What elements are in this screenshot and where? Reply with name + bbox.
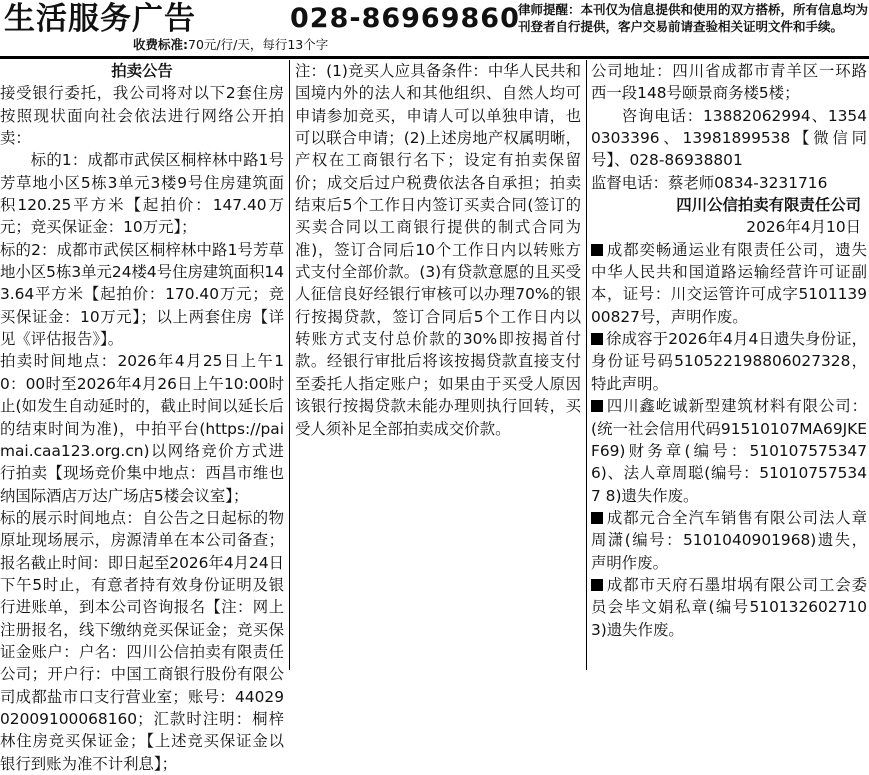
auction-signature: 四川公信拍卖有限责任公司 — [676, 196, 861, 215]
rate-value: 70元/行/天，每行13个字 — [188, 37, 329, 52]
column-divider — [289, 60, 290, 670]
auction-exhibit: 标的展示时间地点：自公告之日起标的物原址现场展示，房源清单在本公司备查；报名截止时间：即日起至2026年4月24日下午5时止，有意者持有效身份证明及银行进账单，到本公司咨询报名【注：网上注册报名，线下缴纳竞买保证金；竞买保证金账户：户名：四川公信拍卖有限责任公司；开户行：中国工商银行股份有限公司成都盐市口支行营业室；账号：4402902009100068160；汇款时注明：桐梓林住房竞买保证金；【上述竞买保证金以银行到账为准不计利息】； — [0, 508, 285, 773]
column-2 — [295, 60, 581, 670]
classified-ad — [591, 395, 867, 507]
column-divider — [586, 60, 587, 670]
classified-ad — [591, 239, 867, 328]
auction-lot-1: 标的1：成都市武侯区桐梓林中路1号芳草地小区5栋3单元3楼9号住房建筑面积120.25平方米【起拍价：147.40万元；竞买保证金：10万元】； — [0, 151, 284, 237]
auction-time: 拍卖时间地点：2026年4月25日上午10：00时至2026年4月26日上午10:00时止(如发生自动延时的，截止时间以延长后的结束时间为准)，中拍平台(https://paimai.caa123.org.cn)以网络竞价方式进行拍卖【现场竞价集中地点：西昌市维也纳国际酒店万达广场店5楼会议室】； — [0, 352, 284, 505]
masthead — [0, 0, 869, 59]
auction-notes: 注：(1)竞买人应具备条件：中华人民共和国境内外的法人和其他组织、自然人均可申请参加竞买，申请人可以单独申请，也可以联合申请；(2)上述房地产权属明晰，产权在工商银行名下；设定有拍卖保留价；成交后过户税费依法各自承担；拍卖结束后5个工作日内签订买卖合同(签订的买卖合同以工商银行提供的制式合同为准)，签订合同后10个工作日内以转账方式支付全部价款。(3)有贷款意愿的且买受人征信良好经银行审核可以办理70%的银行按揭贷款，签订合同后5个工作日内以转账方式支付总价款的30%即按揭首付款。经银行审批后将该按揭贷款直接支付至委托人指定账户；如果由于买受人原因该银行按揭贷款未能办理则执行回转，买受人须补足全部拍卖成交价款。 — [295, 62, 581, 438]
classified-ad-text: 成都奕畅通运业有限责任公司，遗失中华人民共和国道路运输经营许可证副本，证号：川交运管许可成字510113900827号，声明作废。 — [591, 240, 867, 326]
classified-ad-text: 徐成容于2026年4月4日遗失身份证，身份证号码510522198806027328，特此声明。 — [591, 330, 867, 393]
square-bullet-icon — [591, 244, 603, 256]
section-title: 生活服务广告 — [4, 1, 196, 37]
hotline-number: 028-86969860 — [290, 3, 520, 34]
auction-lot-2: 标的2：成都市武侯区桐梓林中路1号芳草地小区5栋3单元24楼4号住房建筑面积143.64平方米【起拍价：170.40万元；竞买保证金：10万元】；以上两套住房【详见《评估报告》】。 — [0, 240, 285, 349]
auction-intro: 接受银行委托，我公司将对以下2套住房按照现状面向社会依法进行网络公开拍卖： — [0, 84, 284, 148]
classified-ad — [591, 507, 867, 574]
rate-label: 收费标准: — [133, 37, 188, 52]
column-1 — [0, 60, 285, 773]
classified-ad — [591, 328, 867, 395]
square-bullet-icon — [591, 579, 603, 591]
column-3 — [591, 60, 867, 670]
lawyer-notice: 律师提醒：本刊仅为信息提供和使用的双方搭桥，所有信息均为刊登者自行提供，客户交易前请查验相关证明文件和手续。 — [518, 2, 869, 34]
rate-line — [133, 37, 328, 53]
classified-ad-text: 成都元合全汽车销售有限公司法人章周潇(编号：5101040901968)遗失，声明作废。 — [591, 508, 867, 572]
auction-heading: 拍卖公告 — [111, 62, 173, 80]
classified-ad-text: 四川鑫屹诚新型建筑材料有限公司：(统一社会信用代码91510107MA69JKEF69)财务章(编号：5101075753476)、法人章周聪(编号：510107575347 8)遗失作废。 — [591, 397, 867, 505]
square-bullet-icon — [591, 400, 603, 412]
square-bullet-icon — [591, 512, 603, 524]
auction-date: 2026年4月10日 — [746, 218, 861, 237]
square-bullet-icon — [591, 333, 603, 345]
auction-phones: 咨询电话：13882062994、13540303396、13981899538【微信同号】、028-86938801 — [591, 106, 867, 170]
classified-ad — [591, 574, 867, 641]
auction-supervise: 监督电话：蔡老师0834-3231716 — [591, 173, 828, 192]
auction-address: 公司地址：四川省成都市青羊区一环路西一段148号颐景商务楼5楼； — [591, 62, 867, 103]
classified-ad-text: 成都市天府石墨坩埚有限公司工会委员会毕文娟私章(编号5101326027103)遗失作废。 — [591, 575, 867, 639]
